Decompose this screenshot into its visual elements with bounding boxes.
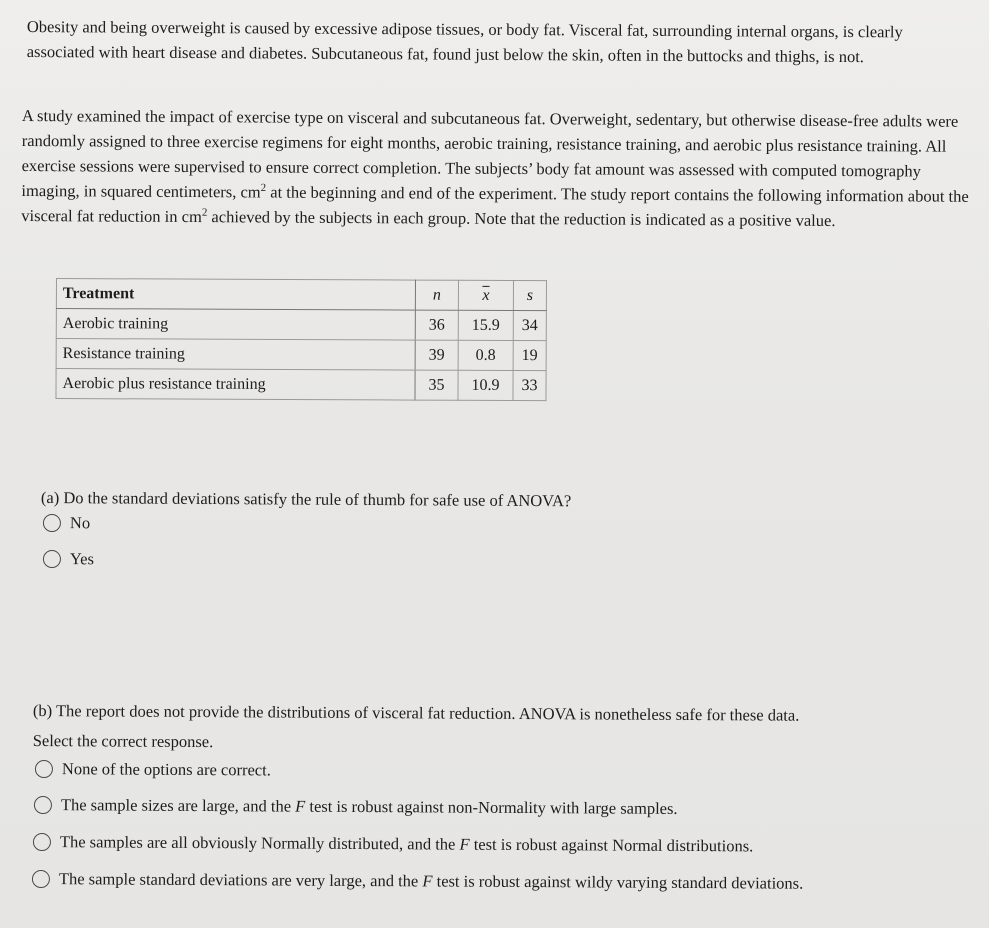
intro-paragraph-2-part-3: achieved by the subjects in each group. Note that the reduction is indicated as a positive value. bbox=[207, 207, 836, 230]
row-xbar: 0.8 bbox=[458, 340, 513, 370]
row-n: 39 bbox=[415, 340, 458, 370]
f-letter: F bbox=[422, 871, 433, 891]
option-label: No bbox=[69, 513, 91, 533]
option-label bbox=[61, 795, 678, 819]
row-n: 35 bbox=[415, 370, 458, 400]
row-s: 33 bbox=[513, 370, 546, 400]
row-treatment: Resistance training bbox=[56, 339, 415, 371]
f-letter: F bbox=[459, 834, 470, 854]
superscript-2: 2 bbox=[201, 206, 208, 219]
question-a-option-yes[interactable] bbox=[43, 549, 94, 569]
intro-paragraph-2-part-2: at the beginning and end of the experiment. The study report contains the following information about the visceral fat reduction in cm bbox=[21, 182, 969, 227]
radio-button[interactable] bbox=[43, 514, 61, 532]
question-b-option-large-samples[interactable] bbox=[34, 795, 678, 819]
table-row bbox=[56, 369, 546, 401]
option-label: Yes bbox=[69, 549, 95, 569]
row-s: 34 bbox=[513, 310, 546, 340]
question-a-prompt: (a) Do the standard deviations satisfy the rule of thumb for safe use of ANOVA? bbox=[40, 488, 572, 511]
row-treatment: Aerobic training bbox=[56, 309, 415, 341]
option-label bbox=[60, 832, 753, 856]
radio-button[interactable] bbox=[33, 833, 51, 851]
row-treatment: Aerobic plus resistance training bbox=[56, 369, 415, 401]
radio-button[interactable] bbox=[32, 870, 50, 888]
option-text-post: test is robust against Normal distributions. bbox=[469, 834, 754, 856]
question-b-instruction: Select the correct response. bbox=[32, 730, 214, 752]
option-text-pre: The sample standard deviations are very large, and the bbox=[58, 869, 423, 891]
question-b-prompt-block bbox=[33, 696, 963, 762]
row-xbar: 10.9 bbox=[458, 370, 513, 400]
intro-paragraph-1: Obesity and being overweight is caused by excessive adipose tissues, or body fat. Visceral fat, surrounding internal organs, is clearly associated with heart disease and diabetes. Subcutaneous fat, found just below the skin, often in the buttocks and thighs, is not. bbox=[26, 16, 903, 67]
table-row bbox=[56, 339, 546, 371]
row-n: 36 bbox=[415, 310, 458, 340]
question-b-prompt: (b) The report does not provide the distributions of visceral fat reduction. ANOVA is nonetheless safe for these data. bbox=[32, 700, 800, 725]
summary-table bbox=[55, 278, 547, 401]
option-text-pre: The sample sizes are large, and the bbox=[60, 795, 296, 816]
radio-button[interactable] bbox=[35, 760, 53, 778]
question-b-option-normal[interactable] bbox=[33, 832, 753, 856]
option-text-post: test is robust against wildy varying standard deviations. bbox=[432, 871, 804, 893]
option-text-pre: The samples are all obviously Normally distributed, and the bbox=[59, 832, 460, 854]
option-label: None of the options are correct. bbox=[61, 759, 271, 780]
f-letter: F bbox=[295, 796, 306, 816]
row-xbar: 15.9 bbox=[458, 310, 513, 340]
option-label bbox=[59, 869, 803, 894]
radio-button[interactable] bbox=[34, 796, 52, 814]
table-row bbox=[56, 309, 546, 341]
table-header-row bbox=[56, 279, 546, 311]
option-text-post: test is robust against non-Normality with large samples. bbox=[305, 796, 678, 818]
row-s: 19 bbox=[513, 340, 546, 370]
header-treatment: Treatment bbox=[56, 279, 415, 311]
header-s: s bbox=[513, 280, 546, 310]
intro-paragraph-2-part-1: A study examined the impact of exercise type on visceral and subcutaneous fat. Overweight, sedentary, but otherwise disease-free adults were randomly assigned to three exercise regimens for eight months, aerobic training, resistance training, and aerobic plus resistance training. All exercise sessions were supervised to ensure correct completion. The subjects’ body fat amount was assessed with computed tomography imaging, in squared centimeters, cm bbox=[21, 105, 959, 202]
question-a-option-no[interactable] bbox=[43, 513, 90, 533]
question-b-option-none[interactable] bbox=[35, 759, 271, 780]
header-xbar bbox=[458, 280, 513, 310]
question-b-option-large-sd[interactable] bbox=[32, 869, 803, 894]
xbar-symbol: $\overline{x}$ bbox=[482, 286, 490, 304]
intro-paragraph-2 bbox=[21, 103, 972, 234]
radio-button[interactable] bbox=[43, 550, 61, 568]
header-n: n bbox=[415, 280, 458, 310]
superscript-2: 2 bbox=[260, 181, 267, 194]
